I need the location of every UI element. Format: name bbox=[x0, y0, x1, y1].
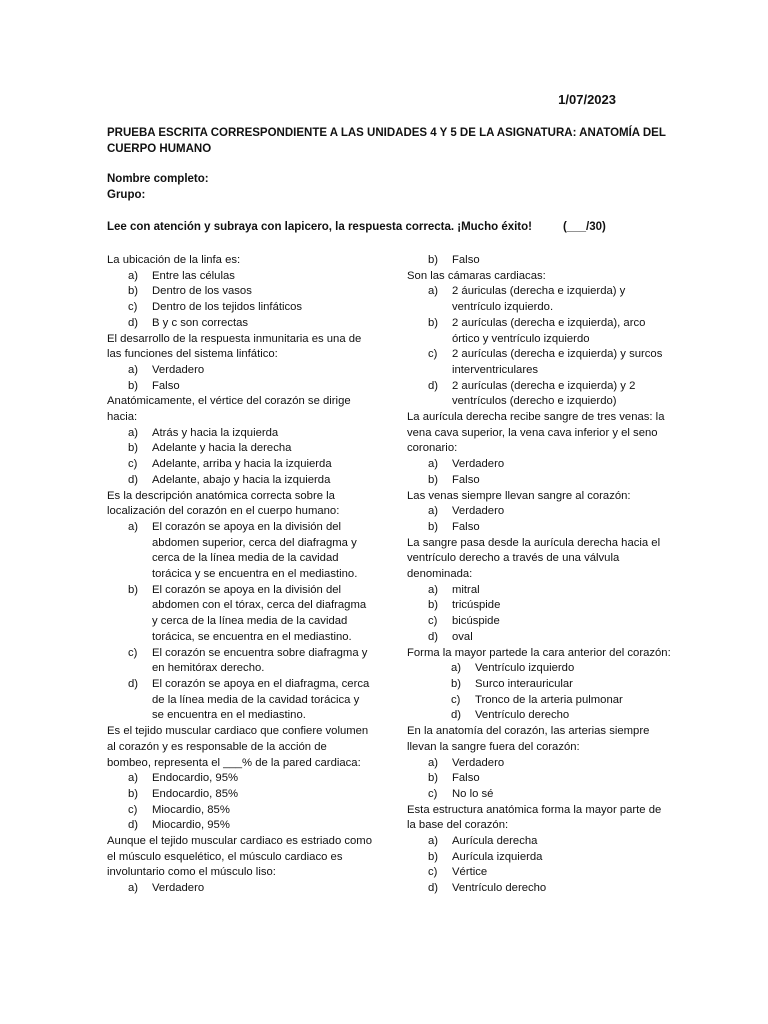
answer-options bbox=[407, 504, 672, 535]
question-text: La ubicación de la linfa es: bbox=[107, 254, 241, 266]
score-box: (___/30) bbox=[563, 221, 606, 233]
option-text: El corazón se encuentra sobre diafragma y en hemitórax derecho. bbox=[152, 646, 368, 675]
option-letter: a) bbox=[428, 583, 439, 596]
option-text: Miocardio, 95% bbox=[152, 819, 230, 832]
instructions: Lee con atención y subraya con lapicero, la respuesta correcta. ¡Mucho éxito! bbox=[107, 221, 532, 233]
option-letter: a) bbox=[451, 662, 462, 675]
question-text: Aunque el tejido muscular cardiaco es estriado como el músculo esquelético, el músculo cardiaco es involuntario como el músculo liso: bbox=[107, 835, 372, 879]
option-letter: c) bbox=[128, 458, 138, 471]
option-letter: b) bbox=[428, 254, 439, 266]
answer-option[interactable] bbox=[107, 379, 372, 395]
option-text: tricúspide bbox=[452, 599, 501, 612]
option-letter: b) bbox=[428, 473, 439, 486]
option-text: B y c son correctas bbox=[152, 316, 249, 329]
option-text: Falso bbox=[452, 772, 480, 785]
group-field-label: Grupo: bbox=[107, 189, 146, 201]
option-letter: b) bbox=[128, 379, 139, 392]
answer-option[interactable] bbox=[107, 300, 372, 316]
option-text: El corazón se apoya en el diafragma, cerca de la línea media de la cavidad torácica y se encuentra en el mediastino. bbox=[152, 677, 370, 722]
answer-option[interactable] bbox=[407, 598, 672, 614]
option-text: Falso bbox=[452, 520, 480, 533]
option-letter: a) bbox=[428, 756, 439, 769]
answer-option[interactable] bbox=[407, 520, 672, 536]
option-letter: c) bbox=[428, 787, 438, 800]
answer-option[interactable] bbox=[407, 661, 672, 677]
option-letter: d) bbox=[428, 882, 439, 895]
question-text: La aurícula derecha recibe sangre de tres venas: la vena cava superior, la vena cava inferior y el seno coronario: bbox=[407, 411, 665, 455]
option-text: Falso bbox=[152, 379, 180, 392]
option-text: Verdadero bbox=[152, 882, 205, 895]
option-letter: a) bbox=[428, 505, 439, 518]
question-text: En la anatomía del corazón, las arterias siempre llevan la sangre fuera del corazón: bbox=[407, 725, 650, 753]
question-text: Esta estructura anatómica forma la mayor parte de la base del corazón: bbox=[407, 803, 662, 832]
answer-option[interactable] bbox=[407, 834, 672, 850]
option-letter: a) bbox=[128, 363, 139, 376]
option-letter: d) bbox=[128, 316, 139, 329]
answer-options bbox=[107, 771, 372, 834]
option-letter: c) bbox=[428, 615, 438, 628]
exam-title: PRUEBA ESCRITA CORRESPONDIENTE A LAS UNIDADES 4 Y 5 DE LA ASIGNATURA: ANATOMÍA DEL CUERPO HUMANO bbox=[107, 127, 666, 155]
option-text: 2 aurículas (derecha e izquierda) y 2 ventrículos (derecho e izquierdo) bbox=[452, 379, 636, 408]
question-text: Forma la mayor partede la cara anterior del corazón: bbox=[407, 646, 671, 659]
option-text: 2 aurículas (derecha e izquierda), arco órtico y ventrículo izquierdo bbox=[452, 316, 646, 345]
answer-option[interactable] bbox=[407, 677, 672, 693]
answer-options bbox=[407, 284, 672, 410]
question-text: El desarrollo de la respuesta inmunitaria es una de las funciones del sistema linfático: bbox=[107, 332, 362, 361]
answer-option[interactable] bbox=[107, 771, 372, 787]
answer-option[interactable] bbox=[407, 693, 672, 709]
option-text: 2 áuriculas (derecha e izquierda) y ventrículo izquierdo. bbox=[452, 285, 626, 314]
option-letter: b) bbox=[128, 787, 139, 800]
option-letter: c) bbox=[128, 301, 138, 314]
answer-option[interactable] bbox=[407, 865, 672, 881]
answer-option[interactable] bbox=[407, 347, 672, 378]
answer-option[interactable] bbox=[407, 850, 672, 866]
name-field-label: Nombre completo: bbox=[107, 173, 209, 185]
option-text: El corazón se apoya en la división del abdomen con el tórax, cerca del diafragma y cerca de la línea media de la cavidad torácica, se encuentra en el mediastino. bbox=[152, 583, 367, 643]
option-text: Verdadero bbox=[452, 458, 505, 471]
answer-options bbox=[107, 426, 372, 489]
answer-option[interactable] bbox=[407, 787, 672, 803]
answer-option[interactable] bbox=[107, 316, 372, 332]
option-text: Falso bbox=[452, 473, 480, 486]
option-letter: c) bbox=[428, 866, 438, 879]
option-letter: c) bbox=[428, 348, 438, 361]
answer-option[interactable] bbox=[407, 284, 672, 315]
option-text: Ventrículo derecho bbox=[475, 709, 570, 722]
answer-options bbox=[107, 881, 372, 897]
option-letter: a) bbox=[128, 269, 139, 282]
answer-options bbox=[407, 457, 672, 488]
answer-option[interactable] bbox=[107, 457, 372, 473]
answer-option[interactable] bbox=[107, 818, 372, 834]
option-letter: b) bbox=[428, 850, 439, 863]
option-text: Adelante y hacia la derecha bbox=[152, 442, 292, 455]
option-letter: d) bbox=[451, 709, 462, 722]
answer-option[interactable] bbox=[107, 787, 372, 803]
option-text: Falso bbox=[452, 254, 480, 266]
answer-option[interactable] bbox=[107, 473, 372, 489]
option-text: Tronco de la arteria pulmonar bbox=[475, 693, 623, 706]
answer-options bbox=[107, 269, 372, 332]
option-text: 2 aurículas (derecha e izquierda) y surcos interventriculares bbox=[452, 348, 663, 376]
option-letter: d) bbox=[128, 677, 139, 690]
option-text: Aurícula izquierda bbox=[452, 850, 543, 863]
question-text: Son las cámaras cardiacas: bbox=[407, 269, 546, 282]
option-text: Verdadero bbox=[152, 363, 205, 376]
answer-option[interactable] bbox=[407, 316, 672, 347]
option-text: Ventrículo derecho bbox=[452, 882, 547, 895]
option-letter: b) bbox=[428, 599, 439, 612]
option-text: Endocardio, 95% bbox=[152, 772, 239, 785]
option-text: Dentro de los vasos bbox=[152, 285, 252, 298]
answer-option[interactable] bbox=[107, 269, 372, 285]
answer-option[interactable] bbox=[107, 363, 372, 379]
option-letter: d) bbox=[128, 819, 139, 832]
option-letter: c) bbox=[128, 646, 138, 659]
option-letter: b) bbox=[128, 583, 139, 596]
question-text: Anatómicamente, el vértice del corazón se dirige hacia: bbox=[107, 395, 351, 424]
option-letter: c) bbox=[128, 803, 138, 816]
answer-option[interactable] bbox=[407, 583, 672, 599]
option-text: Verdadero bbox=[452, 505, 505, 518]
option-text: mitral bbox=[452, 583, 480, 596]
option-letter: d) bbox=[428, 630, 439, 643]
option-letter: b) bbox=[428, 316, 439, 329]
option-text: oval bbox=[452, 630, 473, 643]
answer-option[interactable] bbox=[407, 379, 672, 410]
answer-options bbox=[407, 834, 672, 897]
option-letter: b) bbox=[428, 520, 439, 533]
answer-option[interactable] bbox=[107, 677, 372, 724]
option-letter: a) bbox=[428, 285, 439, 298]
option-text: Surco interauricular bbox=[475, 677, 573, 690]
option-text: Miocardio, 85% bbox=[152, 803, 230, 816]
option-text: No lo sé bbox=[452, 787, 494, 800]
option-text: Verdadero bbox=[452, 756, 505, 769]
exam-date: 1/07/2023 bbox=[558, 92, 616, 107]
option-text: Aurícula derecha bbox=[452, 835, 538, 848]
answer-option[interactable] bbox=[407, 630, 672, 646]
option-letter: a) bbox=[428, 835, 439, 848]
answer-option[interactable] bbox=[407, 473, 672, 489]
answer-option[interactable] bbox=[407, 504, 672, 520]
answer-option[interactable] bbox=[407, 614, 672, 630]
answer-options bbox=[407, 756, 672, 803]
option-text: Atrás y hacia la izquierda bbox=[152, 426, 279, 439]
option-text: Adelante, abajo y hacia la izquierda bbox=[152, 473, 331, 486]
option-letter: b) bbox=[128, 285, 139, 298]
option-letter: a) bbox=[128, 882, 139, 895]
option-letter: d) bbox=[128, 473, 139, 486]
answer-option[interactable] bbox=[107, 520, 372, 583]
left-question-column bbox=[107, 253, 372, 897]
answer-option[interactable] bbox=[107, 583, 372, 646]
option-text: bicúspide bbox=[452, 615, 500, 628]
answer-options bbox=[407, 661, 672, 724]
answer-option[interactable] bbox=[107, 426, 372, 442]
answer-options bbox=[107, 363, 372, 394]
option-letter: c) bbox=[451, 693, 461, 706]
answer-option[interactable] bbox=[107, 803, 372, 819]
option-text: El corazón se apoya en la división del abdomen superior, cerca del diafragma y cerca de la línea media de la cavidad torácica y se encuentra en el mediastino. bbox=[152, 520, 358, 581]
answer-option[interactable] bbox=[407, 756, 672, 772]
answer-option[interactable] bbox=[407, 457, 672, 473]
answer-option[interactable] bbox=[407, 708, 672, 724]
answer-option[interactable] bbox=[407, 881, 672, 897]
answer-option[interactable] bbox=[107, 441, 372, 457]
option-letter: b) bbox=[128, 442, 139, 455]
option-letter: b) bbox=[428, 772, 439, 785]
answer-options bbox=[407, 253, 672, 269]
option-letter: a) bbox=[428, 458, 439, 471]
question-text: Las venas siempre llevan sangre al corazón: bbox=[407, 489, 631, 502]
option-letter: d) bbox=[428, 379, 439, 392]
option-text: Ventrículo izquierdo bbox=[475, 662, 575, 675]
option-letter: a) bbox=[128, 520, 139, 533]
answer-option[interactable] bbox=[407, 771, 672, 787]
question-text: Es la descripción anatómica correcta sobre la localización del corazón en el cuerpo humano: bbox=[107, 489, 340, 518]
option-text: Adelante, arriba y hacia la izquierda bbox=[152, 458, 332, 471]
option-text: Vértice bbox=[452, 866, 488, 879]
answer-option[interactable] bbox=[107, 646, 372, 677]
option-letter: b) bbox=[451, 677, 462, 690]
option-letter: a) bbox=[128, 426, 139, 439]
answer-options bbox=[107, 520, 372, 724]
option-letter: a) bbox=[128, 772, 139, 785]
question-text: La sangre pasa desde la aurícula derecha hacia el ventrículo derecho a través de una válvula denominada: bbox=[407, 536, 661, 581]
answer-option[interactable] bbox=[407, 253, 672, 269]
right-question-column bbox=[407, 253, 672, 897]
option-text: Endocardio, 85% bbox=[152, 787, 239, 800]
option-text: Entre las células bbox=[152, 269, 235, 282]
question-text: Es el tejido muscular cardiaco que confiere volumen al corazón y es responsable de la acción de bombeo, representa el ___% de la pared cardiaca: bbox=[107, 725, 369, 769]
option-text: Dentro de los tejidos linfáticos bbox=[152, 301, 303, 314]
answer-option[interactable] bbox=[107, 881, 372, 897]
answer-options bbox=[407, 583, 672, 646]
answer-option[interactable] bbox=[107, 284, 372, 300]
